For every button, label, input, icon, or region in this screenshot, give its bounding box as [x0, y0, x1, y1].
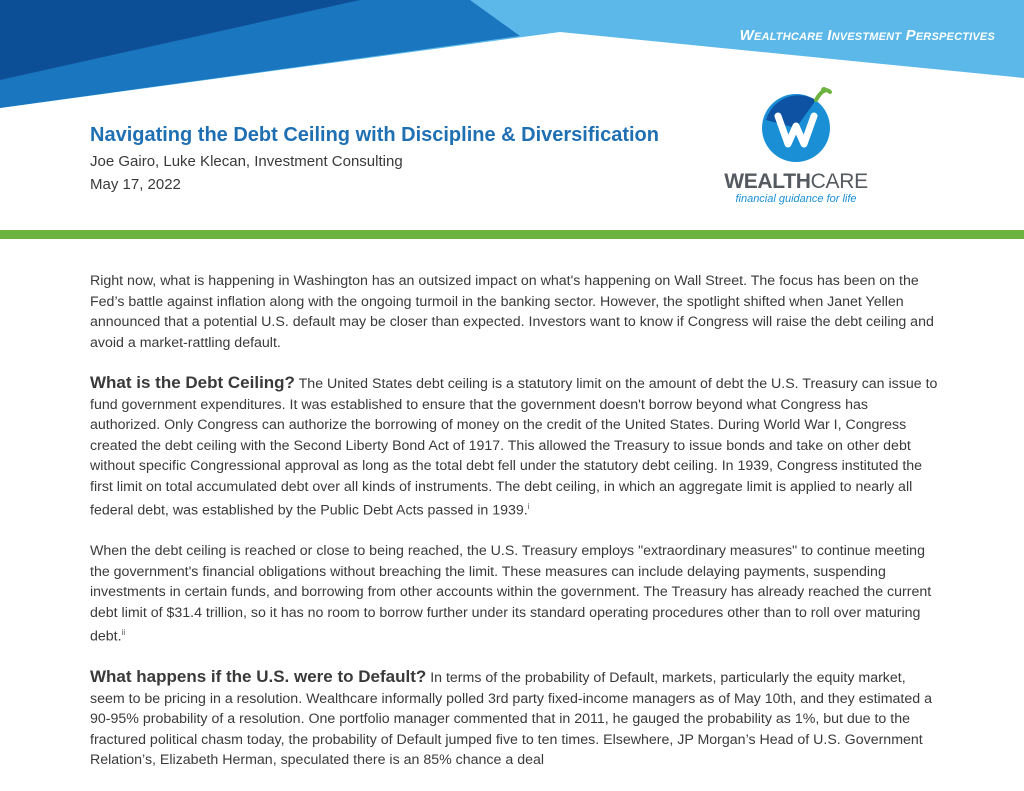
publication-tag: Wealthcare Investment Perspectives	[739, 27, 995, 44]
footnote-ref-2[interactable]: ii	[121, 628, 126, 638]
extraordinary-measures-text: When the debt ceiling is reached or close to being reached, the U.S. Treasury employs "extraordinary measures" to continue meeting the government's financial obligations without breaching the limit. These measures can include delaying payments, suspending investments in certain funds, and borrowing from other accounts within the government. The Treasury has already reached the current debt limit of $31.4 trillion, so it has no room to borrow further under its standard operating procedures other than to roll over maturing debt.	[90, 543, 932, 645]
wealthcare-logo-mark-icon	[716, 80, 876, 170]
publish-date: May 17, 2022	[90, 176, 181, 193]
default-text: In terms of the probability of Default, markets, particularly the equity market, seem to be pricing in a resolution. Wealthcare informally polled 3rd party fixed-income managers as of May 10th, and they estimated a 90-95% probability of a resolution. One portfolio manager commented that in 2011, he gauged the probability as 1%, but due to the fractured political chasm today, the probability of Default jumped five to ten times. Elsewhere, JP Morgan’s Head of U.S. Government Relation’s, Elizabeth Herman, speculated there is an 85% chance a deal	[90, 670, 932, 769]
debt-ceiling-text: The United States debt ceiling is a statutory limit on the amount of debt the U.S. Treasury can issue to fund government expenditures. It was established to ensure that the government doesn't borrow beyond what Congress has authorized. Only Congress can authorize the borrowing of money on the credit of the United States. During World War I, Congress created the debt ceiling with the Second Liberty Bond Act of 1917. This allowed the Treasury to issue bonds and take on other debt without specific Congressional approval as long as the total debt fell under the statutory debt ceiling. In 1939, Congress instituted the first limit on total accumulated debt over all kinds of instruments. The debt ceiling, in which an aggregate limit is applied to nearly all federal debt, was established by the Public Debt Acts passed in 1939.	[90, 376, 938, 519]
footnote-ref-1[interactable]: i	[527, 502, 530, 511]
document-title: Navigating the Debt Ceiling with Discipline & Diversification	[90, 124, 659, 146]
extraordinary-measures-paragraph	[90, 541, 938, 647]
section-divider	[0, 230, 1024, 239]
intro-paragraph: Right now, what is happening in Washington has an outsized impact on what's happening on Wall Street. The focus has been on the Fed’s battle against inflation along with the ongoing turmoil in the banking sector. However, the spotlight shifted when Janet Yellen announced that a potential U.S. default may be closer than expected. Investors want to know if Congress will raise the debt ceiling and avoid a market-rattling default.	[90, 273, 934, 351]
debt-ceiling-paragraph	[90, 373, 938, 521]
default-paragraph	[90, 667, 938, 771]
section-heading-default: What happens if the U.S. were to Default?	[90, 667, 427, 687]
wealthcare-logo	[716, 80, 876, 210]
section-heading-debt-ceiling: What is the Debt Ceiling?	[90, 373, 295, 392]
logo-wordmark: WEALTHCARE	[724, 170, 868, 193]
logo-tagline: financial guidance for life	[735, 193, 857, 205]
authors-line: Joe Gairo, Luke Klecan, Investment Consulting	[90, 153, 403, 170]
document-body	[90, 271, 938, 791]
